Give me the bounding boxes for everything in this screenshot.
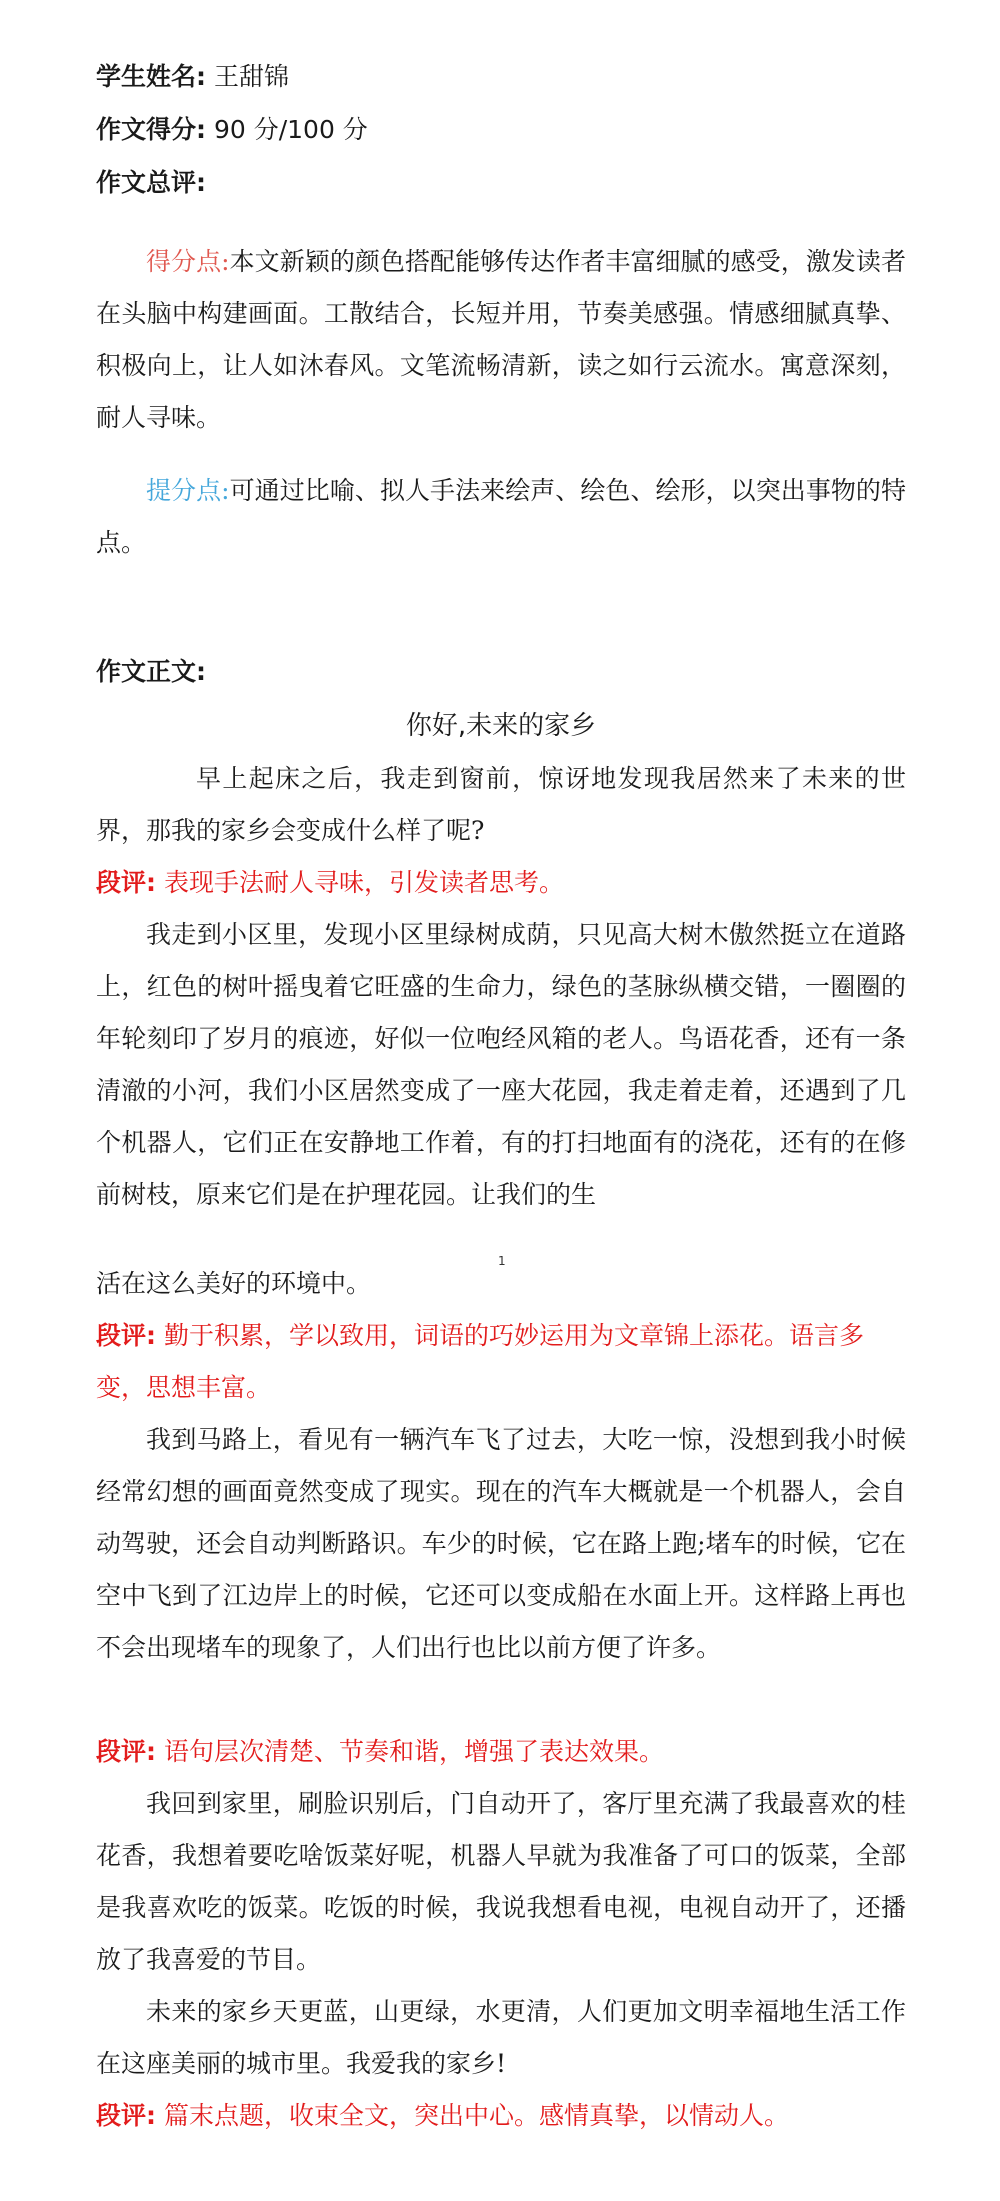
student-name-value: 王甜锦 <box>213 62 289 91</box>
comment-text: 表现手法耐人寻味，引发读者思考。 <box>163 868 564 897</box>
review-improvements <box>96 465 906 569</box>
strength-lead: 得分点: <box>146 247 230 276</box>
paragraph-comment-1 <box>96 857 906 909</box>
essay-paragraph-3: 我到马路上，看见有一辆汽车飞了过去，大吃一惊，没想到我小时候经常幻想的画面竟然变成了现实。现在的汽车大概就是一个机器人，会自动驾驶，还会自动判断路识。车少的时候，它在路上跑;堵车的时候，它在空中飞到了江边岸上的时候，它还可以变成船在水面上开。这样路上再也不会出现堵车的现象了，人们出行也比以前方便了许多。 <box>96 1425 906 1662</box>
review-strengths <box>96 236 906 444</box>
essay-body-heading <box>96 655 206 689</box>
essay-paragraph-5: 未来的家乡天更蓝，山更绿，水更清，人们更加文明幸福地生活工作在这座美丽的城市里。我爱我的家乡! <box>96 1997 906 2078</box>
score-label: 作文得分: <box>96 115 206 144</box>
paragraph-comment-3 <box>96 1726 906 1778</box>
essay-paragraph-2: 我走到小区里，发现小区里绿树成荫，只见高大树木傲然挺立在道路上，红色的树叶摇曳着它旺盛的生命力，绿色的茎脉纵横交错，一圈圈的年轮刻印了岁月的痕迹，好似一位咆经风箱的老人。鸟语花香，还有一条清澈的小河，我们小区居然变成了一座大花园，我走着走着，还遇到了几个机器人，它们正在安静地工作着，有的打扫地面有的浇花，还有的在修前树枝，原来它们是在护理花园。让我们的生 <box>96 920 906 1209</box>
strength-text: 本文新颖的颜色搭配能够传达作者丰富细腻的感受，激发读者在头脑中构建画面。工散结合，长短并用，节奏美感强。情感细腻真挚、积极向上，让人如沐春风。文笔流畅清新，读之如行云流水。寓意深刻，耐人寻味。 <box>96 247 906 432</box>
essay-paragraph-2-continued: 活在这么美好的环境中。 <box>96 1269 372 1298</box>
comment-label: 段评: <box>96 1737 156 1766</box>
improve-lead: 提分点: <box>146 476 230 505</box>
essay-paragraph-4: 我回到家里，刷脸识别后，门自动开了，客厅里充满了我最喜欢的桂花香，我想着要吃啥饭菜好呢，机器人早就为我准备了可口的饭菜，全部是我喜欢吃的饭菜。吃饭的时候，我说我想看电视，电视自动开了，还播放了我喜爱的节目。 <box>96 1789 906 1974</box>
review-label: 作文总评: <box>96 168 206 197</box>
comment-text: 篇末点题，收束全文，突出中心。感情真挚，以情动人。 <box>163 2101 789 2130</box>
student-name-line <box>96 60 289 94</box>
page-number: 1 <box>498 1254 506 1268</box>
essay-body-label: 作文正文: <box>96 657 206 686</box>
review-heading <box>96 166 206 200</box>
score-line <box>96 113 368 147</box>
paragraph-comment-4 <box>96 2090 906 2142</box>
comment-label: 段评: <box>96 2101 156 2130</box>
paragraph-comment-2 <box>96 1310 906 1414</box>
improve-text: 可通过比喻、拟人手法来绘声、绘色、绘形，以突出事物的特点。 <box>96 476 906 557</box>
score-value: 90 分/100 分 <box>213 115 368 144</box>
comment-label: 段评: <box>96 1321 156 1350</box>
student-name-label: 学生姓名: <box>96 62 206 91</box>
comment-text: 语句层次清楚、节奏和谐，增强了表达效果。 <box>163 1737 664 1766</box>
essay-paragraph-1: 早上起床之后，我走到窗前，惊讶地发现我居然来了未来的世界，那我的家乡会变成什么样了呢? <box>96 764 906 845</box>
comment-text: 勤于积累，学以致用，词语的巧妙运用为文章锦上添花。语言多变，思想丰富。 <box>96 1321 864 1402</box>
essay-title: 你好,未来的家乡 <box>405 711 597 741</box>
comment-label: 段评: <box>96 868 156 897</box>
